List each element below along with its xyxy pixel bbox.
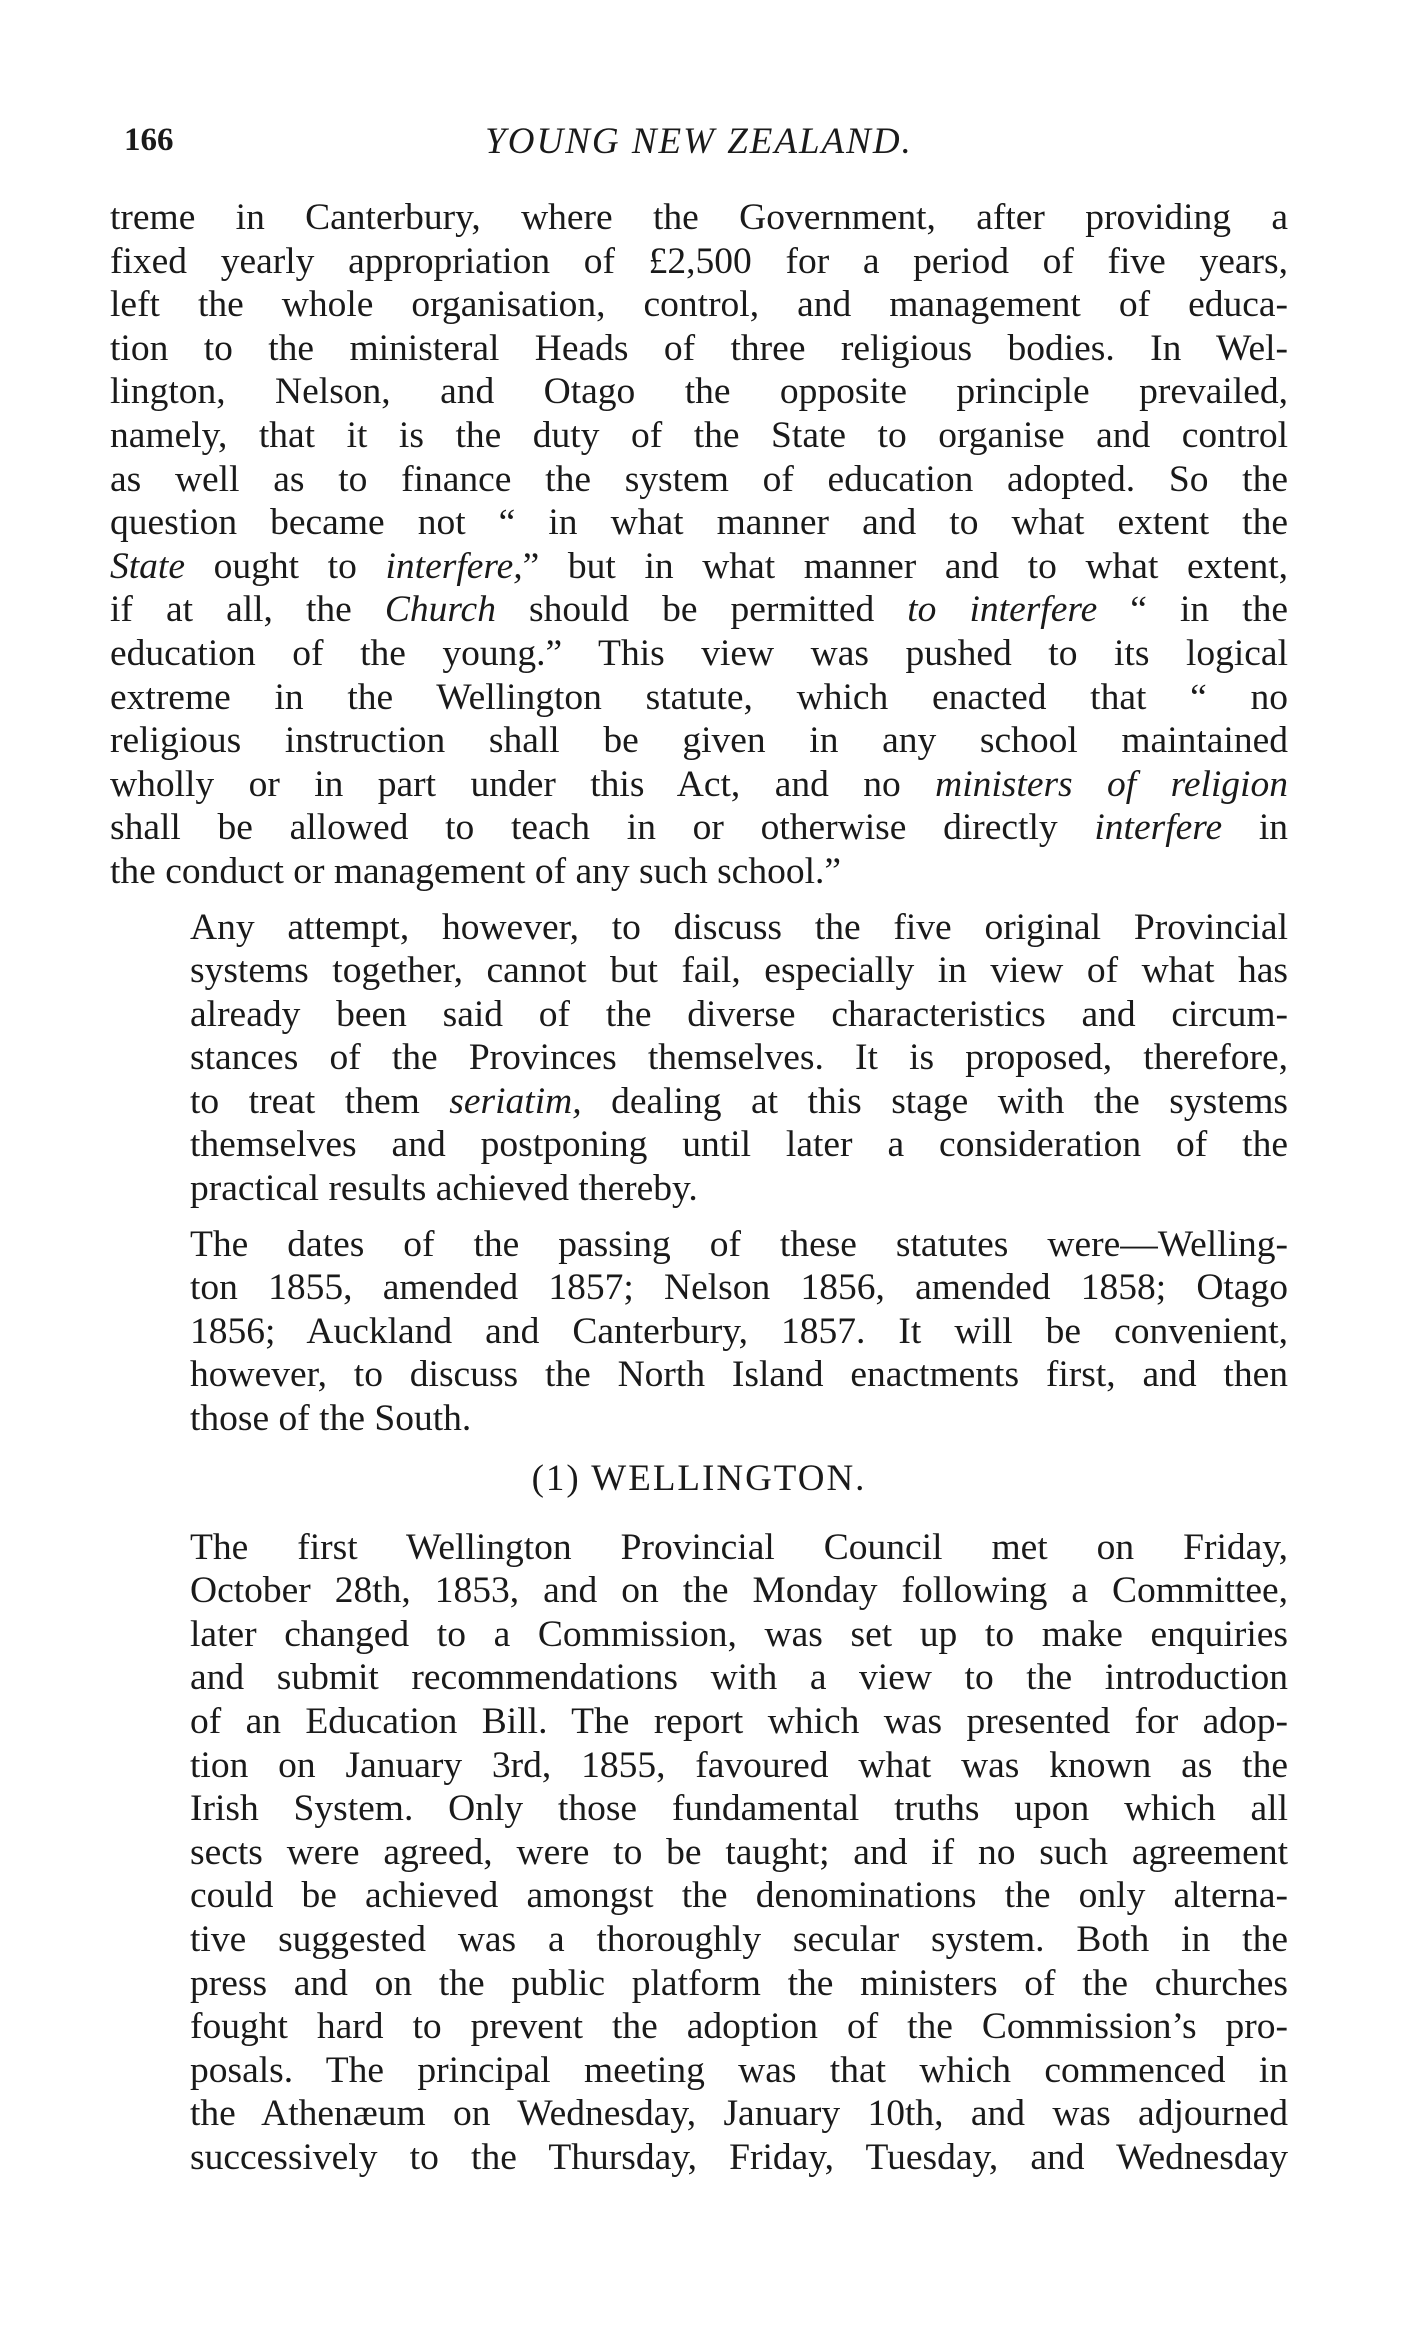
text-line: the conduct or management of any such school.”: [110, 850, 842, 892]
text-line: press and on the public platform the ministers of the churches: [190, 1962, 1288, 2004]
text-line: shall be allowed to teach in or otherwise directly interfere in: [110, 807, 1288, 849]
text-line: The dates of the passing of these statutes were—Welling-: [190, 1223, 1288, 1265]
text-line: however, to discuss the North Island enactments first, and then: [190, 1354, 1288, 1396]
paragraph-1: [110, 196, 1288, 894]
text-line: to treat them seriatim, dealing at this stage with the systems: [190, 1080, 1289, 1122]
text-line: extreme in the Wellington statute, which enacted that “ no: [110, 676, 1288, 718]
text-line: practical results achieved thereby.: [190, 1168, 698, 1210]
text-line: as well as to finance the system of education adopted. So the: [110, 458, 1288, 500]
text-line: education of the young.” This view was pushed to its logical: [110, 632, 1288, 674]
text-line: tion on January 3rd, 1855, favoured what was known as the: [190, 1744, 1288, 1786]
text-line: of an Education Bill. The report which was presented for adop-: [190, 1701, 1288, 1742]
text-line: systems together, cannot but fail, especially in view of what has: [190, 950, 1288, 992]
italic-phrase: ministers of religion: [935, 763, 1288, 805]
text-line: later changed to a Commission, was set up to make enquiries: [190, 1613, 1288, 1655]
running-title: YOUNG NEW ZEALAND.: [485, 121, 913, 162]
text-line: tion to the ministeral Heads of three religious bodies. In Wel-: [110, 327, 1288, 369]
text-line: Any attempt, however, to discuss the five original Provincial: [190, 906, 1288, 948]
text-line: the Athenæum on Wednesday, January 10th, and was adjourned: [190, 2093, 1288, 2135]
text-line: State ought to interfere,” but in what manner and to what extent,: [110, 545, 1289, 587]
text-line: themselves and postponing until later a consideration of the: [190, 1124, 1288, 1166]
text-line: religious instruction shall be given in any school maintained: [110, 720, 1288, 762]
text-line: question became not “ in what manner and to what extent the: [110, 502, 1288, 544]
text-line: those of the South.: [190, 1398, 472, 1440]
text-line: lington, Nelson, and Otago the opposite principle prevailed,: [110, 371, 1288, 413]
text-line: fixed yearly appropriation of £2,500 for a period of five years,: [110, 240, 1288, 282]
paragraph-3: [110, 1223, 1288, 1441]
italic-phrase: State: [110, 545, 185, 587]
text-line: left the whole organisation, control, and management of educa-: [110, 284, 1288, 326]
text-line: tive suggested was a thoroughly secular system. Both in the: [190, 1918, 1288, 1960]
text-line: could be achieved amongst the denominations the only alterna-: [190, 1875, 1288, 1917]
text-line: if at all, the Church should be permitted to interfere “ in the: [110, 589, 1288, 631]
text-line: successively to the Thursday, Friday, Tuesday, and Wednesday: [190, 2136, 1288, 2178]
text-line: posals. The principal meeting was that which commenced in: [190, 2049, 1288, 2091]
text-line: namely, that it is the duty of the State to organise and control: [110, 414, 1288, 456]
italic-phrase: seriatim,: [449, 1080, 582, 1122]
running-header: [110, 118, 1288, 174]
text-line: Irish System. Only those fundamental truths upon which all: [190, 1788, 1288, 1830]
italic-phrase: Church: [384, 589, 496, 631]
text-line: treme in Canterbury, where the Government, after providing a: [110, 197, 1288, 238]
section-heading: (1) WELLINGTON.: [531, 1457, 867, 1499]
text-line: October 28th, 1853, and on the Monday following a Committee,: [190, 1570, 1288, 1612]
italic-phrase: to interfere: [907, 589, 1098, 631]
book-page: [110, 118, 1288, 2180]
text-line: stances of the Provinces themselves. It is proposed, therefore,: [190, 1037, 1288, 1079]
text-line: sects were agreed, were to be taught; and if no such agreement: [190, 1831, 1288, 1873]
italic-phrase: interfere,: [385, 545, 523, 587]
text-line: ton 1855, amended 1857; Nelson 1856, amended 1858; Otago: [190, 1267, 1288, 1309]
text-line: fought hard to prevent the adoption of the Commission’s pro-: [190, 2006, 1288, 2048]
text-line: already been said of the diverse characteristics and circum-: [190, 993, 1288, 1035]
paragraph-4: [110, 1526, 1288, 2180]
paragraph-2: [110, 906, 1288, 1211]
text-line: wholly or in part under this Act, and no ministers of religion: [110, 763, 1288, 805]
italic-phrase: interfere: [1094, 807, 1223, 849]
page-number: 166: [124, 122, 174, 158]
body-text: [110, 196, 1288, 2180]
text-line: The first Wellington Provincial Council met on Friday,: [190, 1526, 1288, 1568]
text-line: 1856; Auckland and Canterbury, 1857. It will be convenient,: [190, 1310, 1288, 1352]
text-line: and submit recommendations with a view to the introduction: [190, 1657, 1288, 1699]
